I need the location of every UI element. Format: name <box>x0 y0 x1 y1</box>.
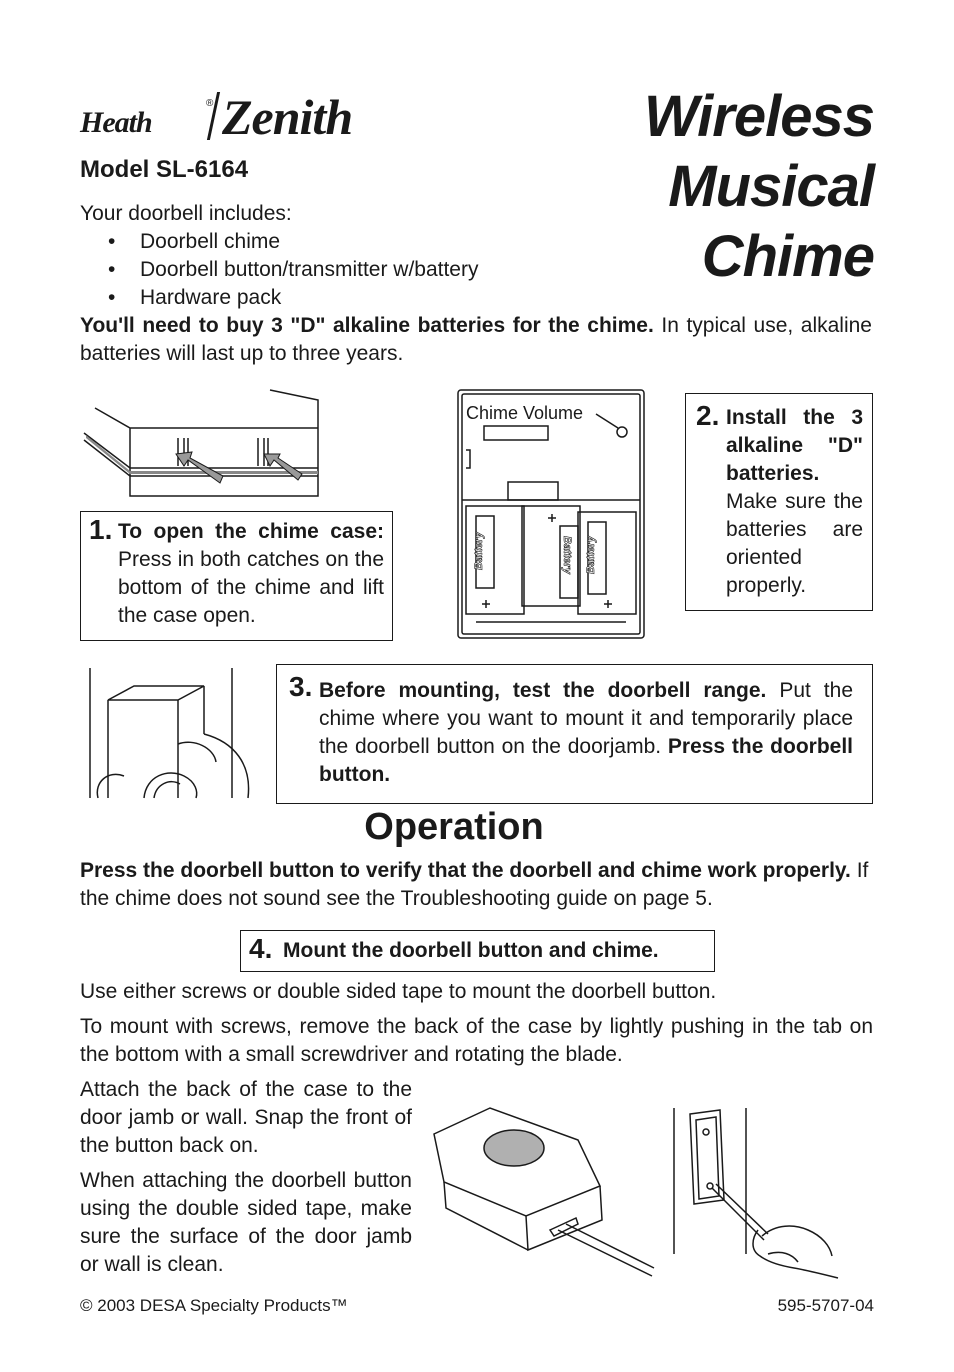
step-1-box <box>80 511 393 641</box>
hand-doorbell-illustration <box>84 664 254 800</box>
chime-interior-illustration <box>456 388 646 640</box>
battery-note-bold: You'll need to buy 3 "D" alkaline batteries for the chime. <box>80 314 654 337</box>
list-item: • Doorbell chime <box>108 228 478 256</box>
list-item: • Doorbell button/transmitter w/battery <box>108 256 478 284</box>
battery-label-1: Battery <box>473 532 485 570</box>
list-item: • Hardware pack <box>108 284 478 312</box>
step-4-text: Mount the doorbell button and chime. <box>283 939 659 962</box>
model-number: Model SL-6164 <box>80 156 249 183</box>
title-line-2: Musical <box>668 154 874 219</box>
step-3-body: Put the chime where you want to mount it and temporarily place the doorbell button on the doorjamb. <box>319 679 854 758</box>
page-title <box>644 82 874 292</box>
step-4-number: 4. <box>249 933 273 964</box>
operation-text <box>80 857 873 913</box>
step-2-box <box>685 393 873 611</box>
step-2-number: 2. <box>696 400 720 431</box>
step-3-box <box>276 664 873 804</box>
chime-case-illustration <box>80 388 325 500</box>
step-3-title: Before mounting, test the doorbell range. <box>319 679 767 702</box>
step-1-number: 1. <box>89 514 113 545</box>
doorbell-screwdriver-illustration <box>430 1104 655 1280</box>
step-2-title: Install the 3 alkaline "D" batteries. <box>726 406 863 485</box>
step-4-box <box>240 930 715 972</box>
brand-heath: Heath <box>80 106 152 139</box>
part-number: 595-5707-04 <box>777 1296 874 1315</box>
backplate-screwdriver-illustration <box>672 1104 872 1280</box>
mounting-paragraph-4: When attaching the doorbell button using the double sided tape, make sure the surface of the door jamb or wall is clean. <box>80 1169 412 1276</box>
title-line-1: Wireless <box>643 84 874 149</box>
operation-body: If the chime does not sound see the Troubleshooting guide on page 5. <box>80 859 869 910</box>
battery-note <box>80 312 872 368</box>
battery-label-2: Battery <box>561 536 573 574</box>
brand-zenith: Zenith <box>222 89 353 145</box>
mounting-paragraph-2: To mount with screws, remove the back of the case by lightly pushing in the tab on the bottom with a small screwdriver and rotating the blade. <box>80 1015 873 1066</box>
operation-heading: Operation <box>364 806 544 848</box>
brand-logo <box>80 89 410 145</box>
step-2-text <box>726 404 863 600</box>
chime-volume-label: Chime Volume <box>466 403 584 423</box>
title-line-3: Chime <box>701 224 874 289</box>
mounting-paragraph-1: Use either screws or double sided tape to mount the doorbell button. <box>80 980 717 1003</box>
step-2-body: Make sure the batteries are oriented properly. <box>726 490 863 597</box>
includes-intro: Your doorbell includes: <box>80 202 292 225</box>
step-3-number: 3. <box>289 671 313 702</box>
copyright: © 2003 DESA Specialty Products™ <box>80 1296 348 1315</box>
mounting-paragraph-3: Attach the back of the case to the door jamb or wall. Snap the front of the button back on. <box>80 1078 412 1157</box>
brand-registered-mark: ® <box>206 98 214 109</box>
step-1-text <box>118 518 384 630</box>
operation-bold: Press the doorbell button to verify that the doorbell and chime work properly. <box>80 859 851 882</box>
step-1-title: To open the chime case: <box>118 520 384 543</box>
step-3-text <box>319 677 853 789</box>
includes-list <box>108 228 478 312</box>
battery-note-rest: In typical use, alkaline batteries will last up to three years. <box>80 314 872 365</box>
step-3-emphasis: Press the doorbell button. <box>319 735 853 786</box>
step-1-body: Press in both catches on the bottom of the chime and lift the case open. <box>118 548 384 627</box>
battery-label-3: Battery <box>585 536 597 574</box>
